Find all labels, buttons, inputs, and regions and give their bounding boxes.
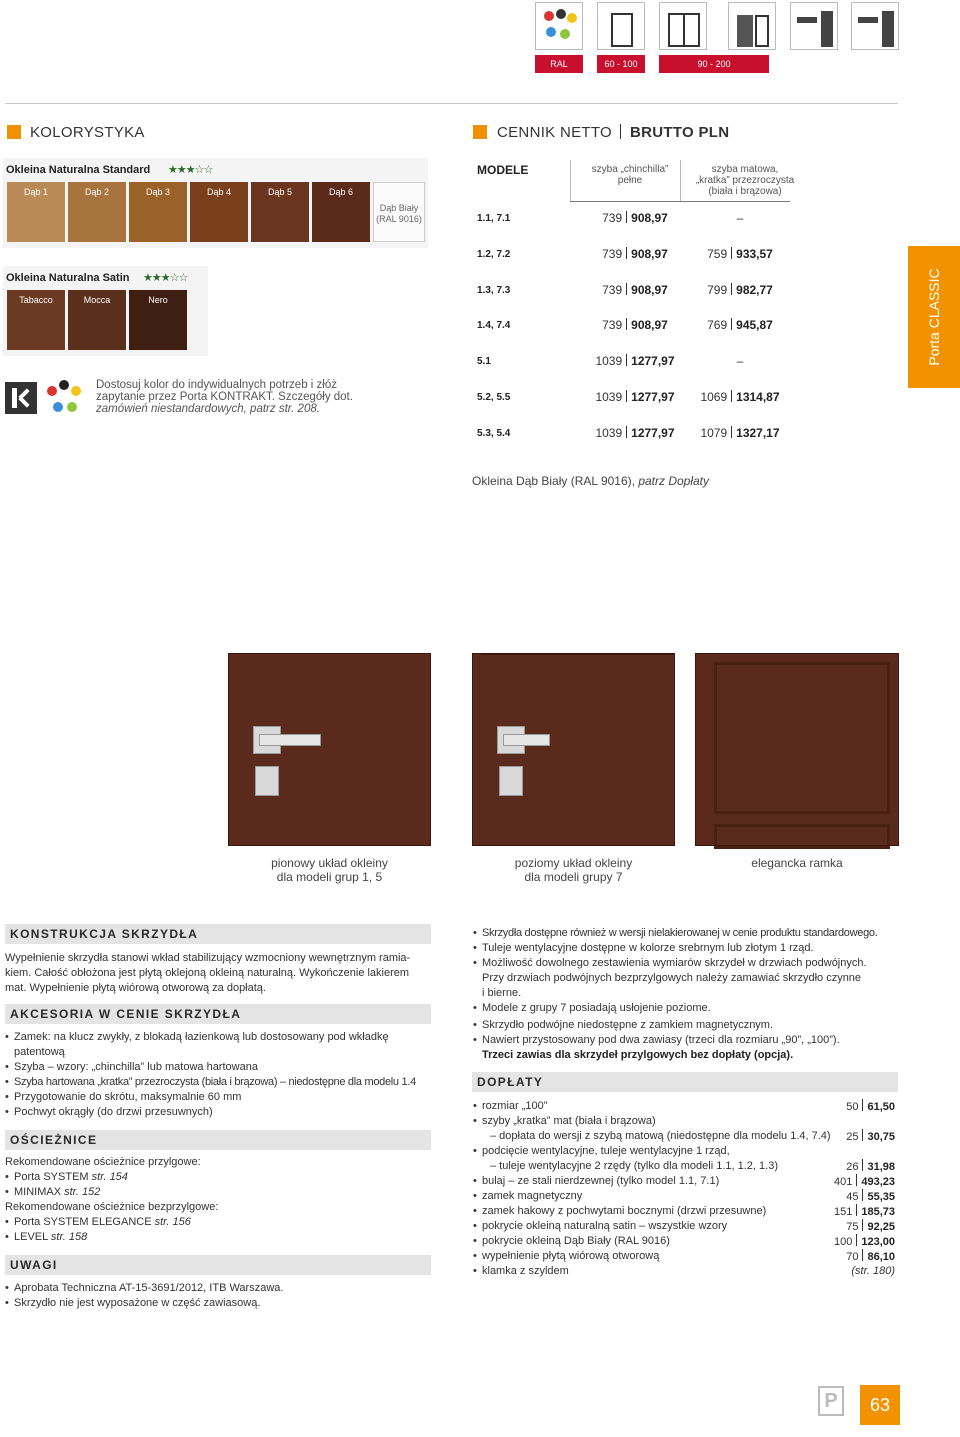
doplaty-header: DOPŁATY	[472, 1072, 898, 1092]
price-chinchilla: 739 908,97	[602, 211, 668, 225]
akcesoria-item-cont: patentową	[14, 1046, 65, 1058]
bezprzylgowe-label: Rekomendowane ościeżnice bezprzylgowe:	[5, 1201, 219, 1213]
price-chinchilla: 739 908,97	[602, 283, 668, 297]
doplata-price: 26 31,98	[846, 1161, 895, 1173]
door-photo-frame	[695, 653, 899, 846]
note-item: • Nawiert przystosowany pod dwa zawiasy (trzeci dla rozmiaru „90”, „100”).	[482, 1033, 840, 1048]
doplata-label: • podcięcie wentylacyjne, tuleje wentylacyjne 1 rząd,	[482, 1144, 730, 1159]
section-marker	[473, 125, 487, 139]
price-chinchilla: 1039 1277,97	[595, 390, 675, 404]
swatch-nero: Nero	[129, 290, 187, 350]
price-matowa: –	[736, 354, 744, 368]
doplata-label: • pokrycie okleiną naturalną satin – wszystkie wzory	[482, 1219, 727, 1234]
doplata-label: • zamek hakowy z pochwytami bocznymi (drzwi przesuwne)	[482, 1204, 766, 1219]
swatch-dab-5: Dąb 5	[251, 182, 309, 242]
price-matowa: –	[736, 211, 744, 225]
standard-veneer-panel	[3, 158, 428, 248]
col-matowa-header: szyba matowa, „kratka” przezroczysta (biała i brązowa)	[695, 164, 795, 197]
doplata-label: • klamka z szyldem	[482, 1264, 569, 1279]
doplata-label: • zamek magnetyczny	[482, 1189, 582, 1204]
note-item-cont: i bierne.	[482, 987, 522, 999]
section-marker	[7, 125, 21, 139]
price-matowa: 1069 1314,87	[700, 390, 780, 404]
konstrukcja-text: Wypełnienie skrzydła stanowi wkład stabilizujący wzmocniony wewnętrznym ramia- kiem. Całość obłożona jest płytą oklejoną okleiną naturalną. Wykończenie lakierem mat. Wypełnienie płytą wiórową otworową za dopłatą.	[5, 952, 411, 994]
doplata-label: • wypełnienie płytą wiórową otworową	[482, 1249, 659, 1264]
akcesoria-item: • Przygotowanie do skrótu, maksymalnie 60 mm	[14, 1090, 241, 1105]
double-width-label: 90 - 200	[659, 55, 769, 73]
note-item-cont: Przy drzwiach podwójnych bezprzylgowych należy zamawiać skrzydło czynne	[482, 972, 862, 984]
price-chinchilla: 739 908,97	[602, 318, 668, 332]
price-matowa: 769 945,87	[707, 318, 773, 332]
standard-rating: ★★★☆☆	[168, 164, 213, 176]
doplata-label: • rozmiar „100”	[482, 1099, 547, 1114]
cennik-title: CENNIK NETTO BRUTTO PLN	[497, 124, 730, 141]
price-model: 1.4, 7.4	[477, 320, 511, 331]
col-divider	[570, 160, 571, 202]
door-photo-vertical	[228, 653, 431, 846]
swatch-tabacco: Tabacco	[7, 290, 65, 350]
color-dots-icon	[45, 380, 85, 416]
price-chinchilla: 739 908,97	[602, 247, 668, 261]
satin-rating: ★★★☆☆	[143, 272, 188, 284]
price-matowa: 1079 1327,17	[700, 426, 780, 440]
standard-title: Okleina Naturalna Standard	[6, 164, 151, 176]
feature-icons	[535, 2, 900, 72]
swatch-dab-4: Dąb 4	[190, 182, 248, 242]
satin-title: Okleina Naturalna Satin	[6, 272, 130, 284]
header-underline	[570, 201, 790, 202]
caption-horizontal: poziomy układ okleiny dla modeli grupy 7	[514, 856, 633, 884]
ral-label: RAL	[535, 55, 583, 73]
oscieznica-item: • Porta SYSTEM ELEGANCE str. 156	[14, 1215, 191, 1230]
price-chinchilla: 1039 1277,97	[595, 354, 675, 368]
note-item: • Możliwość dowolnego zestawienia wymiarów skrzydeł w drzwiach podwójnych.	[482, 956, 867, 971]
doplata-price: 50 61,50	[846, 1101, 895, 1113]
doplata-label: – tuleje wentylacyjne 2 rzędy (tylko dla modeli 1.1, 1.2, 1.3)	[490, 1160, 778, 1172]
price-model: 1.3, 7.3	[477, 285, 511, 296]
uwagi-header: UWAGI	[5, 1255, 431, 1275]
double-door-icon	[659, 2, 707, 50]
note-item: • Skrzydła dostępne również w wersji nielakierowanej w cenie produktu standardowego.	[482, 926, 902, 941]
price-model: 1.2, 7.2	[477, 249, 511, 260]
doplata-price: 45 55,35	[846, 1191, 895, 1203]
page-number: 63	[860, 1385, 900, 1425]
note-item-bold: Trzeci zawias dla skrzydeł przylgowych bez dopłaty (opcja).	[482, 1049, 794, 1061]
doplata-price: 151 185,73	[833, 1206, 895, 1218]
satin-veneer-panel	[3, 266, 208, 356]
note-item: • Skrzydło podwójne niedostępne z zamkiem magnetycznym.	[482, 1018, 773, 1033]
akcesoria-item: • Szyba – wzory: „chinchilla” lub matowa hartowana	[14, 1060, 258, 1075]
note-item: • Modele z grupy 7 posiadają usłojenie poziome.	[482, 1001, 711, 1016]
cennik-footnote: Okleina Dąb Biały (RAL 9016), patrz Dopłaty	[472, 474, 710, 488]
doplata-price: 100 123,00	[833, 1236, 895, 1248]
door-bathroom-icon	[790, 2, 838, 50]
col-chinchilla-header: szyba „chinchilla” pełne	[591, 164, 669, 186]
akcesoria-header: AKCESORIA W CENIE SKRZYDŁA	[5, 1004, 431, 1024]
door-sink-icon	[851, 2, 899, 50]
price-model: 5.3, 5.4	[477, 428, 511, 439]
doplata-price: 25 30,75	[846, 1131, 895, 1143]
konstrukcja-header: KONSTRUKCJA SKRZYDŁA	[5, 924, 431, 944]
uwagi-item: • Skrzydło nie jest wyposażone w część zawiasową.	[14, 1296, 260, 1311]
sliding-door-icon	[728, 2, 776, 50]
caption-vertical: pionowy układ okleiny dla modeli grup 1, 5	[271, 856, 388, 884]
oscieznice-header: OŚCIEŻNICE	[5, 1130, 431, 1150]
price-model: 5.2, 5.5	[477, 392, 511, 403]
akcesoria-item: • Pochwyt okrągły (do drzwi przesuwnych)	[14, 1105, 213, 1120]
swatch-dab-2: Dąb 2	[68, 182, 126, 242]
price-matowa: 759 933,57	[707, 247, 773, 261]
swatch-mocca: Mocca	[68, 290, 126, 350]
akcesoria-item: • Szyba hartowana „kratka” przezroczysta (biała i brązowa) – niedostępne dla modelu 1.4	[14, 1075, 416, 1090]
note-item: • Tuleje wentylacyjne dostępne w kolorze srebrnym lub złotym 1 rząd.	[482, 941, 814, 956]
swatch-dab-3: Dąb 3	[129, 182, 187, 242]
doplata-label: • pokrycie okleiną Dąb Biały (RAL 9016)	[482, 1234, 670, 1249]
price-chinchilla: 1039 1277,97	[595, 426, 675, 440]
oscieznica-item: • Porta SYSTEM str. 154	[14, 1170, 128, 1185]
doplata-label: • szyby „kratka” mat (biała i brązowa)	[482, 1114, 656, 1129]
single-door-icon	[597, 2, 645, 50]
doplata-label: • bulaj – ze stali nierdzewnej (tylko model 1.1, 7.1)	[482, 1174, 719, 1189]
kolorystyka-title: KOLORYSTYKA	[30, 124, 145, 141]
doplata-price: 401 493,23	[833, 1176, 895, 1188]
uwagi-item: • Aprobata Techniczna AT-15-3691/2012, ITB Warszawa.	[14, 1281, 283, 1296]
kontrakt-logo	[5, 382, 37, 414]
swatch-dab-6: Dąb 6	[312, 182, 370, 242]
caption-frame: elegancka ramka	[751, 856, 843, 870]
przylgowe-label: Rekomendowane ościeżnice przylgowe:	[5, 1156, 201, 1168]
porta-logo-icon: P	[818, 1386, 844, 1416]
palette-icon	[535, 2, 583, 50]
doplata-label: – dopłata do wersji z szybą matową (niedostępne dla modelu 1.4, 7.4)	[490, 1130, 831, 1142]
swatch-dab-1: Dąb 1	[7, 182, 65, 242]
col-models-header: MODELE	[477, 163, 529, 177]
doplata-price: (str. 180)	[851, 1265, 895, 1277]
doplata-price: 75 92,25	[846, 1221, 895, 1233]
swatch-dab-bialy: Dąb Biały (RAL 9016)	[373, 182, 425, 242]
door-photo-horizontal	[472, 653, 675, 846]
top-divider	[5, 103, 898, 104]
price-model: 1.1, 7.1	[477, 213, 511, 224]
width-range-label: 60 - 100	[597, 55, 645, 73]
col-divider	[680, 160, 681, 202]
oscieznica-item: • LEVEL str. 158	[14, 1230, 87, 1245]
porta-classic-tab: Porta CLASSIC	[908, 246, 960, 388]
doplata-price: 70 86,10	[846, 1251, 895, 1263]
akcesoria-item: • Zamek: na klucz zwykły, z blokadą łazienkową lub dostosowany pod wkładkę	[14, 1030, 434, 1045]
price-model: 5.1	[477, 356, 491, 367]
price-matowa: 799 982,77	[707, 283, 773, 297]
oscieznica-item: • MINIMAX str. 152	[14, 1185, 100, 1200]
kontrakt-note: Dostosuj kolor do indywidualnych potrzeb i złóż zapytanie przez Porta KONTRAKT. Szczegóły dot. zamówień niestandardowych, patrz str. 208.	[96, 379, 353, 415]
